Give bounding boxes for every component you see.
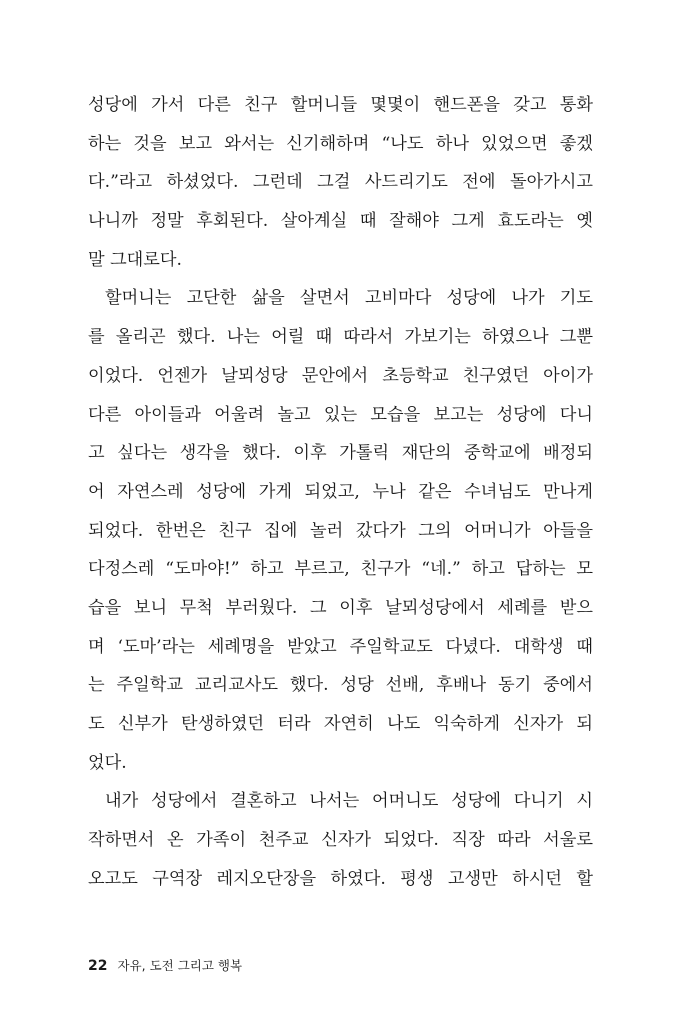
text-line-17: 도 신부가 탄생하였던 터라 자연히 나도 익숙하게 신자가 되 bbox=[88, 714, 593, 734]
text-line-4: 나니까 정말 후회된다. 살아계실 때 잘해야 그게 효도라는 옛 bbox=[88, 211, 593, 232]
text-line-21: 오고도 구역장 레지오단장을 하였다. 평생 고생만 하시던 할 bbox=[88, 868, 593, 889]
text-line-5: 말 그대로다. bbox=[88, 249, 182, 270]
text-line-19: 내가 성당에서 결혼하고 나서는 어머니도 성당에 다니기 시 bbox=[105, 791, 593, 812]
text-line-15: 며 ‘도마’라는 세례명을 받았고 주일학교도 다녔다. 대학생 때 bbox=[88, 636, 593, 657]
text-line-1: 성당에 가서 다른 친구 할머니들 몇몇이 핸드폰을 갖고 통화 bbox=[88, 95, 593, 115]
text-line-9: 다른 아이들과 어울려 놀고 있는 모습을 보고는 성당에 다니 bbox=[88, 404, 593, 425]
page-footer bbox=[88, 955, 242, 977]
text-line-6: 할머니는 고단한 삶을 살면서 고비마다 성당에 나가 기도 bbox=[105, 288, 593, 309]
running-title: 자유, 도전 그리고 행복 bbox=[117, 958, 243, 973]
text-line-12: 되었다. 한번은 친구 집에 놀러 갔다가 그의 어머니가 아들을 bbox=[88, 520, 593, 541]
text-line-3: 다.”라고 하셨었다. 그런데 그걸 사드리기도 전에 돌아가시고 bbox=[88, 172, 593, 193]
text-line-11: 어 자연스레 성당에 가게 되었고, 누나 같은 수녀님도 만나게 bbox=[88, 481, 593, 502]
text-line-16: 는 주일학교 교리교사도 했다. 성당 선배, 후배나 동기 중에서 bbox=[88, 675, 593, 696]
text-line-14: 습을 보니 무척 부러웠다. 그 이후 날뫼성당에서 세례를 받으 bbox=[88, 597, 593, 618]
body-text bbox=[88, 86, 593, 898]
text-line-7: 를 올리곤 했다. 나는 어릴 때 따라서 가보기는 하였으나 그뿐 bbox=[88, 327, 593, 348]
text-line-20: 작하면서 온 가족이 천주교 신자가 되었다. 직장 따라 서울로 bbox=[88, 830, 593, 851]
text-line-2: 하는 것을 보고 와서는 신기해하며 “나도 하나 있었으면 좋겠 bbox=[88, 133, 593, 154]
text-line-18: 었다. bbox=[88, 752, 127, 773]
text-line-10: 고 싶다는 생각을 했다. 이후 가톨릭 재단의 중학교에 배정되 bbox=[88, 443, 593, 464]
page-number: 22 bbox=[88, 958, 108, 974]
text-line-13: 다정스레 “도마야!” 하고 부르고, 친구가 “네.” 하고 답하는 모 bbox=[88, 559, 593, 580]
text-line-8: 이었다. 언젠가 날뫼성당 문안에서 초등학교 친구였던 아이가 bbox=[88, 365, 593, 386]
